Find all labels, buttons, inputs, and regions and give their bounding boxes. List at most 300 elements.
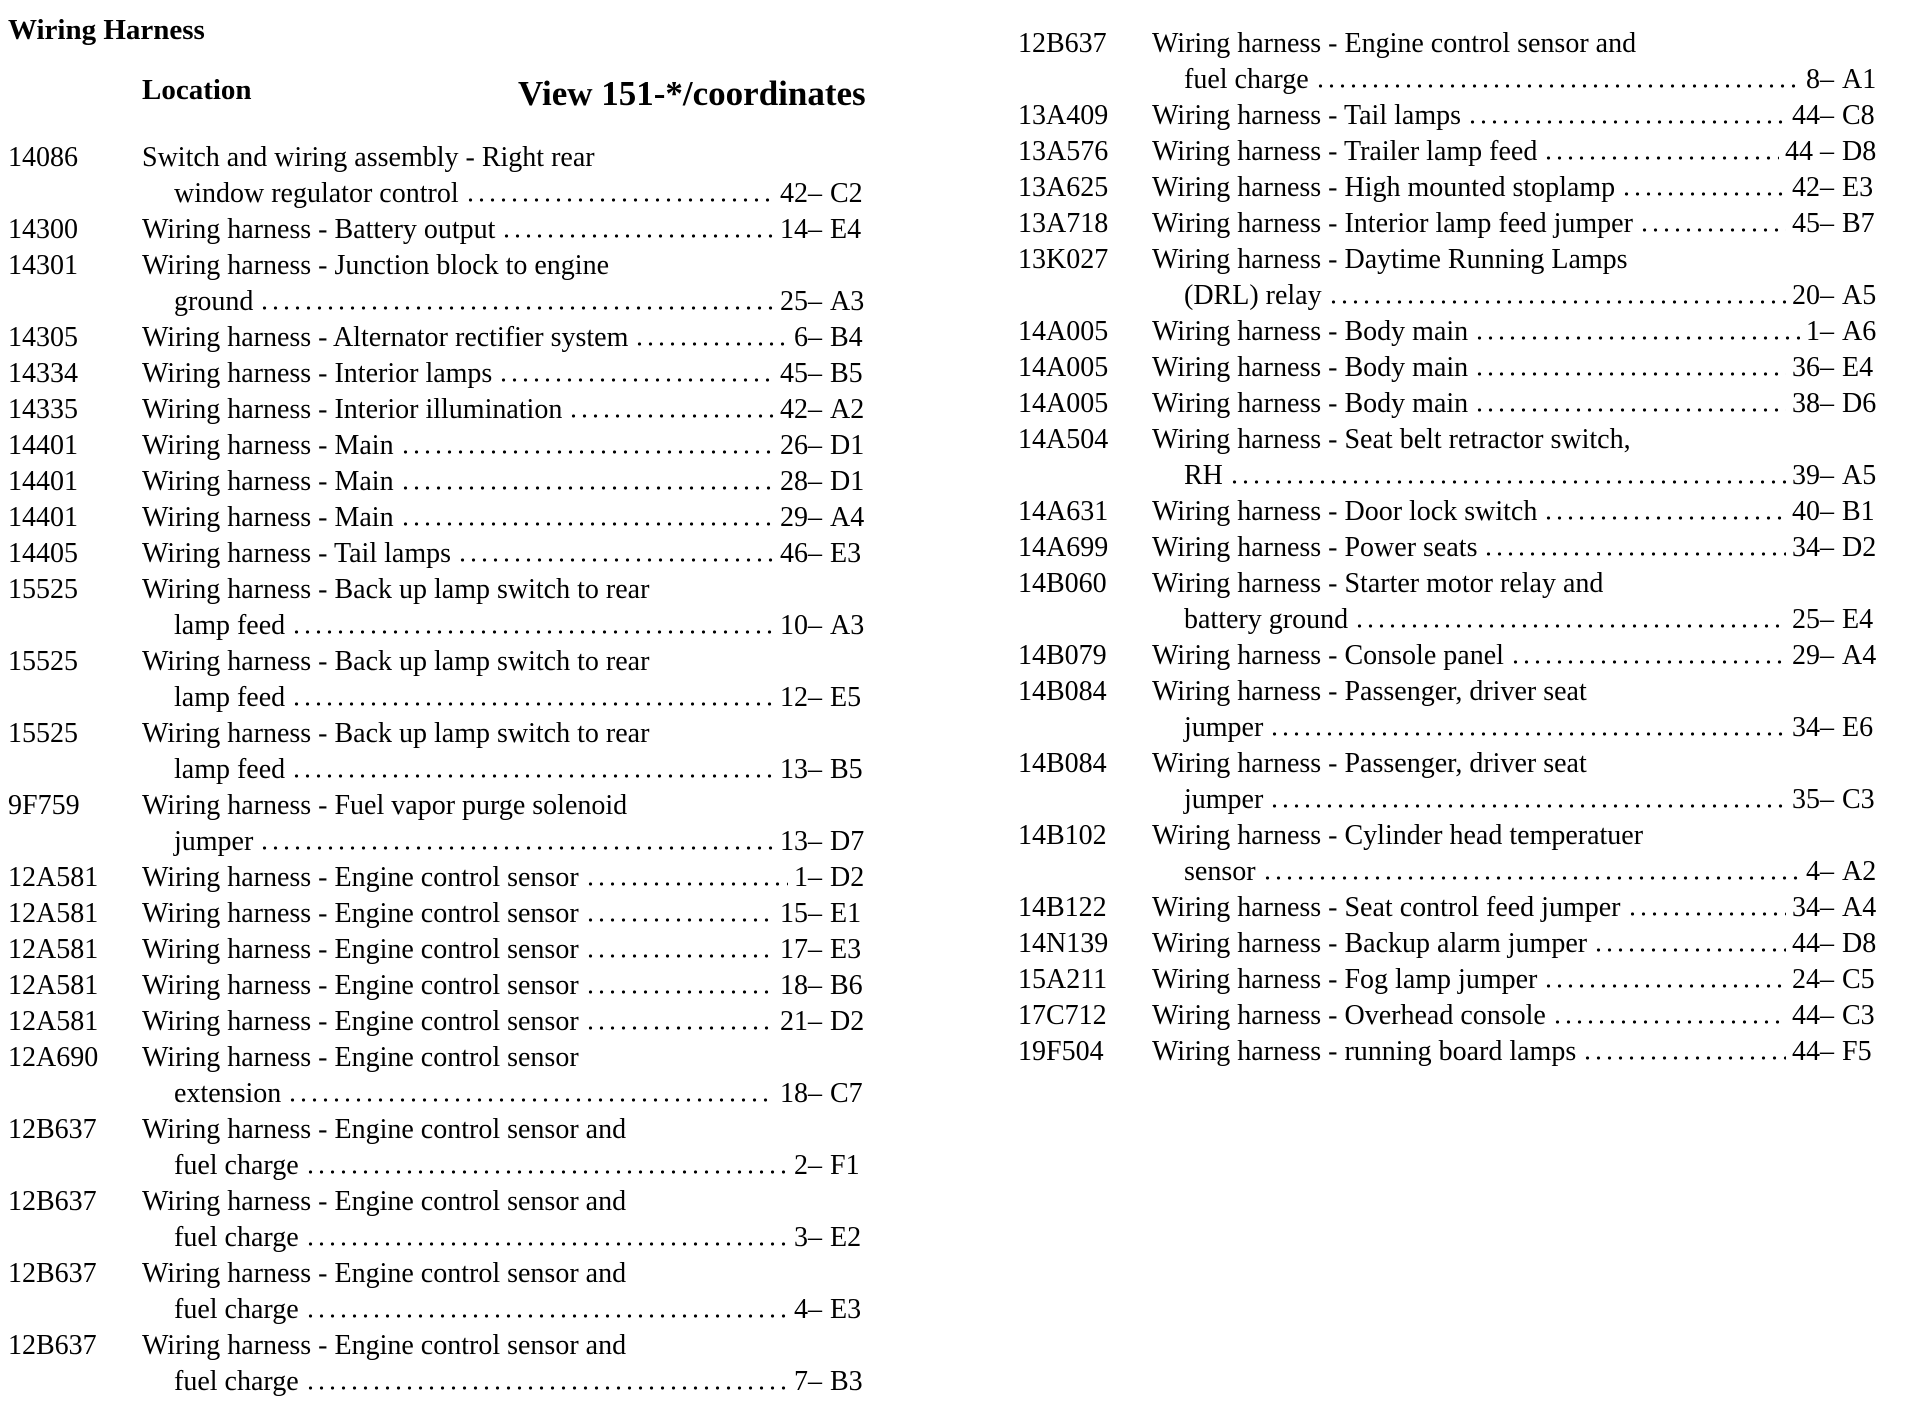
grid-coordinate: E1 (830, 898, 862, 929)
description-text: Wiring harness - Main (142, 502, 394, 533)
description-text: lamp feed (174, 754, 286, 785)
grid-coordinate: B4 (830, 322, 863, 353)
description-row (174, 1292, 822, 1328)
part-number: 14305 (8, 322, 78, 353)
view-page-number: 35– (1792, 784, 1834, 815)
dot-leader (1621, 192, 1786, 196)
index-entry (8, 572, 910, 644)
grid-coordinate: D1 (830, 466, 865, 497)
part-number: 12A581 (8, 862, 99, 893)
page-title: Wiring Harness (8, 14, 205, 46)
index-entry (8, 1040, 910, 1112)
view-page-number: 20– (1792, 280, 1834, 311)
dot-leader (457, 558, 774, 562)
grid-coordinate: A5 (1842, 280, 1877, 311)
description-text: extension (174, 1078, 282, 1109)
part-number: 14A005 (1018, 388, 1109, 419)
grid-coordinate: E4 (1842, 352, 1874, 383)
index-entry (1018, 170, 1918, 206)
description-row (174, 284, 822, 320)
description-text: jumper (174, 826, 254, 857)
part-number: 13A576 (1018, 136, 1109, 167)
part-number: 13A625 (1018, 172, 1109, 203)
dot-leader (400, 486, 774, 490)
grid-coordinate: F5 (1842, 1036, 1872, 1067)
index-entry (8, 896, 910, 932)
grid-coordinate: C3 (1842, 1000, 1875, 1031)
view-page-number: 1– (794, 862, 822, 893)
dot-leader (1627, 912, 1787, 916)
index-entry (1018, 26, 1918, 98)
view-page-number: 42– (780, 178, 822, 209)
description-row (142, 464, 822, 500)
index-entry (1018, 818, 1918, 890)
view-page-number: 29– (780, 502, 822, 533)
description-row (1152, 170, 1834, 206)
description-text: Wiring harness - Interior lamp feed jumper (1152, 208, 1633, 239)
description-row (1152, 134, 1834, 170)
part-number: 13A718 (1018, 208, 1109, 239)
index-entry (1018, 638, 1918, 674)
index-entry (1018, 926, 1918, 962)
index-entry (1018, 1034, 1918, 1070)
dot-leader (291, 702, 774, 706)
description-row (142, 428, 822, 464)
dot-leader (305, 1386, 788, 1390)
index-entry (8, 932, 910, 968)
index-entry (1018, 746, 1918, 818)
part-number: 14301 (8, 250, 78, 281)
index-entry (1018, 386, 1918, 422)
view-page-number: 39– (1792, 460, 1834, 491)
description-row (1152, 962, 1834, 998)
index-entry (8, 356, 910, 392)
dot-leader (1474, 408, 1786, 412)
index-entry (8, 464, 910, 500)
grid-coordinate: A3 (830, 610, 865, 641)
description-text: jumper (1184, 784, 1264, 815)
description-row (142, 536, 822, 572)
grid-coordinate: E2 (830, 1222, 862, 1253)
part-number: 12A581 (8, 970, 99, 1001)
part-number: 17C712 (1018, 1000, 1107, 1031)
grid-coordinate: E3 (830, 934, 862, 965)
view-page-number: 21– (780, 1006, 822, 1037)
view-page-number: 29– (1792, 640, 1834, 671)
view-page-number: 18– (780, 1078, 822, 1109)
grid-coordinate: D1 (830, 430, 865, 461)
description-row (174, 1364, 822, 1400)
view-page-number: 28– (780, 466, 822, 497)
dot-leader (259, 846, 774, 850)
index-entry (8, 1004, 910, 1040)
part-number: 15525 (8, 718, 78, 749)
description-text: lamp feed (174, 682, 286, 713)
dot-leader (1639, 228, 1786, 232)
dot-leader (287, 1098, 774, 1102)
right-index-column (1018, 26, 1918, 1070)
view-page-number: 3– (794, 1222, 822, 1253)
description-row (1152, 638, 1834, 674)
part-number: 9F759 (8, 790, 80, 821)
description-text: jumper (1184, 712, 1264, 743)
description-line: Wiring harness - Engine control sensor and (1152, 28, 1637, 59)
dot-leader (1328, 300, 1786, 304)
index-entry (1018, 242, 1918, 314)
dot-leader (291, 630, 774, 634)
dot-leader (400, 450, 774, 454)
description-text: Wiring harness - Engine control sensor (142, 862, 579, 893)
location-column-header: Location (142, 74, 252, 106)
description-line: Wiring harness - Fuel vapor purge solenoid (142, 790, 628, 821)
dot-leader (1262, 876, 1800, 880)
grid-coordinate: C5 (1842, 964, 1875, 995)
index-entry (1018, 350, 1918, 386)
view-page-number: 26– (780, 430, 822, 461)
index-entry (1018, 134, 1918, 170)
index-entry (8, 716, 910, 788)
view-page-number: 44 – (1785, 136, 1834, 167)
description-row (1152, 350, 1834, 386)
grid-coordinate: A5 (1842, 460, 1877, 491)
part-number: 14335 (8, 394, 78, 425)
dot-leader (634, 342, 788, 346)
dot-leader (1593, 948, 1786, 952)
part-number: 14B084 (1018, 748, 1107, 779)
description-row (1152, 494, 1834, 530)
description-text: sensor (1184, 856, 1256, 887)
grid-coordinate: D2 (830, 862, 865, 893)
index-entry (1018, 962, 1918, 998)
dot-leader (1474, 372, 1786, 376)
grid-coordinate: E4 (1842, 604, 1874, 635)
view-page-number: 44– (1792, 1036, 1834, 1067)
description-row (174, 176, 822, 212)
index-entry (1018, 494, 1918, 530)
description-line: Wiring harness - Engine control sensor (142, 1042, 579, 1073)
dot-leader (259, 306, 774, 310)
part-number: 15525 (8, 574, 78, 605)
description-row (142, 500, 822, 536)
part-number: 14401 (8, 466, 78, 497)
index-entry (8, 1112, 910, 1184)
view-page-number: 45– (1792, 208, 1834, 239)
index-entry (8, 500, 910, 536)
description-row (1184, 62, 1834, 98)
description-text: ground (174, 286, 254, 317)
dot-leader (291, 774, 774, 778)
part-number: 14B102 (1018, 820, 1107, 851)
description-line: Wiring harness - Engine control sensor and (142, 1186, 627, 1217)
part-number: 14A005 (1018, 316, 1109, 347)
description-text: (DRL) relay (1184, 280, 1322, 311)
description-text: Wiring harness - Console panel (1152, 640, 1504, 671)
view-page-number: 42– (780, 394, 822, 425)
dot-leader (568, 414, 774, 418)
part-number: 12B637 (8, 1330, 97, 1361)
part-number: 12B637 (8, 1114, 97, 1145)
description-text: Wiring harness - Seat control feed jumper (1152, 892, 1621, 923)
description-row (1184, 782, 1834, 818)
description-text: Wiring harness - Engine control sensor (142, 898, 579, 929)
view-page-number: 45– (780, 358, 822, 389)
part-number: 12A581 (8, 1006, 99, 1037)
part-number: 15A211 (1018, 964, 1108, 995)
dot-leader (1315, 84, 1800, 88)
part-number: 14A699 (1018, 532, 1109, 563)
grid-coordinate: A4 (1842, 640, 1877, 671)
grid-coordinate: E3 (830, 538, 862, 569)
dot-leader (1269, 804, 1786, 808)
description-row (174, 680, 822, 716)
dot-leader (585, 918, 774, 922)
grid-coordinate: F1 (830, 1150, 860, 1181)
view-page-number: 4– (1806, 856, 1834, 887)
view-page-number: 18– (780, 970, 822, 1001)
dot-leader (1543, 156, 1779, 160)
index-entry (8, 1184, 910, 1256)
part-number: 14300 (8, 214, 78, 245)
description-text: Wiring harness - Engine control sensor (142, 1006, 579, 1037)
grid-coordinate: A4 (1842, 892, 1877, 923)
view-page-number: 10– (780, 610, 822, 641)
description-line: Wiring harness - Engine control sensor and (142, 1330, 627, 1361)
index-entry (1018, 998, 1918, 1034)
grid-coordinate: E6 (1842, 712, 1874, 743)
description-text: Wiring harness - Engine control sensor (142, 934, 579, 965)
view-page-number: 44– (1792, 100, 1834, 131)
grid-coordinate: A6 (1842, 316, 1877, 347)
view-page-number: 40– (1792, 496, 1834, 527)
description-text: window regulator control (174, 178, 459, 209)
description-row (174, 1220, 822, 1256)
part-number: 14B122 (1018, 892, 1107, 923)
description-text: battery ground (1184, 604, 1349, 635)
dot-leader (400, 522, 774, 526)
index-entry (1018, 98, 1918, 134)
description-row (142, 392, 822, 428)
description-line: Wiring harness - Passenger, driver seat (1152, 748, 1587, 779)
index-entry (8, 860, 910, 896)
grid-coordinate: B7 (1842, 208, 1875, 239)
description-text: Wiring harness - Trailer lamp feed (1152, 136, 1538, 167)
dot-leader (1483, 552, 1786, 556)
index-entry (8, 320, 910, 356)
dot-leader (305, 1170, 788, 1174)
description-row (1152, 386, 1834, 422)
dot-leader (305, 1242, 788, 1246)
description-row (142, 932, 822, 968)
description-text: Wiring harness - Alternator rectifier system (142, 322, 629, 353)
description-row (1152, 530, 1834, 566)
index-entry (1018, 206, 1918, 242)
index-entry (1018, 890, 1918, 926)
description-line: Wiring harness - Back up lamp switch to rear (142, 646, 650, 677)
index-entry (1018, 674, 1918, 746)
index-entry (8, 788, 910, 860)
grid-coordinate: B1 (1842, 496, 1875, 527)
part-number: 12A581 (8, 934, 99, 965)
grid-coordinate: D8 (1842, 928, 1877, 959)
part-number: 15525 (8, 646, 78, 677)
part-number: 14A504 (1018, 424, 1109, 455)
description-line: Wiring harness - Back up lamp switch to rear (142, 574, 650, 605)
description-line: Wiring harness - Junction block to engine (142, 250, 609, 281)
description-text: Wiring harness - Main (142, 430, 394, 461)
grid-coordinate: C7 (830, 1078, 863, 1109)
description-text: Wiring harness - Interior illumination (142, 394, 563, 425)
part-number: 14B060 (1018, 568, 1107, 599)
index-entry (8, 428, 910, 464)
view-page-number: 14– (780, 214, 822, 245)
view-page-number: 7– (794, 1366, 822, 1397)
dot-leader (585, 1026, 774, 1030)
description-text: Wiring harness - Body main (1152, 352, 1469, 383)
part-number: 14A631 (1018, 496, 1109, 527)
grid-coordinate: D2 (830, 1006, 865, 1037)
view-page-number: 42– (1792, 172, 1834, 203)
description-text: Wiring harness - Door lock switch (1152, 496, 1538, 527)
description-text: Wiring harness - Body main (1152, 316, 1469, 347)
description-text: Wiring harness - High mounted stoplamp (1152, 172, 1616, 203)
description-row (1152, 98, 1834, 134)
description-line: Wiring harness - Daytime Running Lamps (1152, 244, 1628, 275)
part-number: 13A409 (1018, 100, 1109, 131)
description-text: Wiring harness - Power seats (1152, 532, 1478, 563)
grid-coordinate: A2 (830, 394, 865, 425)
description-text: fuel charge (174, 1150, 299, 1181)
description-text: fuel charge (174, 1294, 299, 1325)
dot-leader (1543, 516, 1786, 520)
index-entry (1018, 422, 1918, 494)
description-line: Wiring harness - Engine control sensor and (142, 1258, 627, 1289)
index-entry (8, 248, 910, 320)
part-number: 12B637 (8, 1258, 97, 1289)
dot-leader (1354, 624, 1786, 628)
dot-leader (465, 198, 774, 202)
dot-leader (1510, 660, 1786, 664)
part-number: 12B637 (8, 1186, 97, 1217)
view-page-number: 8– (1806, 64, 1834, 95)
dot-leader (1467, 120, 1786, 124)
index-entry (8, 968, 910, 1004)
view-page-number: 2– (794, 1150, 822, 1181)
grid-coordinate: D6 (1842, 388, 1877, 419)
grid-coordinate: A2 (1842, 856, 1877, 887)
description-text: fuel charge (174, 1222, 299, 1253)
description-line: Wiring harness - Cylinder head temperatuer (1152, 820, 1644, 851)
description-row (1152, 890, 1834, 926)
part-number: 14334 (8, 358, 78, 389)
grid-coordinate: A4 (830, 502, 865, 533)
view-page-number: 25– (1792, 604, 1834, 635)
dot-leader (585, 882, 788, 886)
description-row (142, 860, 822, 896)
view-page-number: 34– (1792, 532, 1834, 563)
description-line: Switch and wiring assembly - Right rear (142, 142, 595, 173)
description-row (1184, 710, 1834, 746)
index-entry (8, 536, 910, 572)
part-number: 14401 (8, 430, 78, 461)
description-text: RH (1184, 460, 1223, 491)
view-page-number: 36– (1792, 352, 1834, 383)
part-number: 12A690 (8, 1042, 99, 1073)
grid-coordinate: C3 (1842, 784, 1875, 815)
grid-coordinate: C8 (1842, 100, 1875, 131)
description-row (1184, 602, 1834, 638)
grid-coordinate: D8 (1842, 136, 1877, 167)
part-number: 14B079 (1018, 640, 1107, 671)
description-text: Wiring harness - Main (142, 466, 394, 497)
description-text: Wiring harness - Battery output (142, 214, 496, 245)
description-row (174, 824, 822, 860)
description-row (1184, 458, 1834, 494)
description-text: Wiring harness - Backup alarm jumper (1152, 928, 1588, 959)
description-row (1152, 1034, 1834, 1070)
part-number: 12A581 (8, 898, 99, 929)
description-row (174, 752, 822, 788)
description-row (1152, 314, 1834, 350)
view-page-number: 12– (780, 682, 822, 713)
grid-coordinate: D7 (830, 826, 865, 857)
description-text: Wiring harness - Body main (1152, 388, 1469, 419)
dot-leader (501, 234, 774, 238)
description-row (1152, 206, 1834, 242)
description-row (142, 968, 822, 1004)
part-number: 14086 (8, 142, 78, 173)
description-text: fuel charge (1184, 64, 1309, 95)
view-page-number: 25– (780, 286, 822, 317)
description-row (174, 1076, 822, 1112)
grid-coordinate: E5 (830, 682, 862, 713)
index-entry (8, 140, 910, 212)
part-number: 13K027 (1018, 244, 1109, 275)
description-text: Wiring harness - running board lamps (1152, 1036, 1577, 1067)
part-number: 12B637 (1018, 28, 1107, 59)
grid-coordinate: E3 (830, 1294, 862, 1325)
view-page-number: 13– (780, 754, 822, 785)
description-text: fuel charge (174, 1366, 299, 1397)
grid-coordinate: C2 (830, 178, 863, 209)
grid-coordinate: B5 (830, 754, 863, 785)
index-entry (8, 644, 910, 716)
view-page-number: 44– (1792, 1000, 1834, 1031)
dot-leader (1552, 1020, 1786, 1024)
index-entry (8, 1256, 910, 1328)
grid-coordinate: A1 (1842, 64, 1877, 95)
description-line: Wiring harness - Passenger, driver seat (1152, 676, 1587, 707)
description-row (1184, 854, 1834, 890)
description-text: Wiring harness - Engine control sensor (142, 970, 579, 1001)
description-line: Wiring harness - Engine control sensor and (142, 1114, 627, 1145)
description-row (142, 1004, 822, 1040)
description-line: Wiring harness - Seat belt retractor switch, (1152, 424, 1631, 455)
dot-leader (305, 1314, 788, 1318)
index-entry (8, 212, 910, 248)
view-page-number: 24– (1792, 964, 1834, 995)
part-number: 19F504 (1018, 1036, 1104, 1067)
grid-coordinate: E4 (830, 214, 862, 245)
view-page-number: 1– (1806, 316, 1834, 347)
index-entry (1018, 530, 1918, 566)
view-page-number: 15– (780, 898, 822, 929)
grid-coordinate: D2 (1842, 532, 1877, 563)
description-row (142, 356, 822, 392)
dot-leader (585, 954, 774, 958)
description-text: Wiring harness - Fog lamp jumper (1152, 964, 1538, 995)
dot-leader (1543, 984, 1786, 988)
description-row (1152, 998, 1834, 1034)
